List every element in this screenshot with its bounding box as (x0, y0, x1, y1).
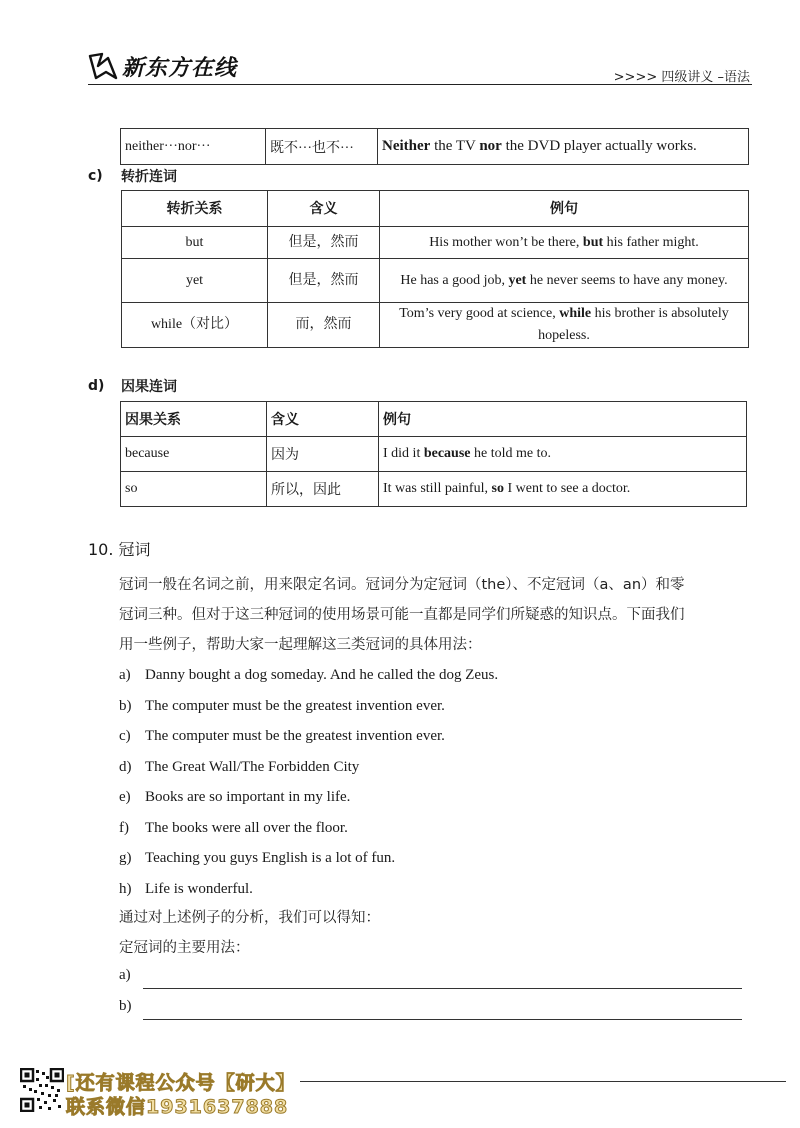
footer-promo-line1: [还有课程公众号【研大】 (66, 1072, 296, 1094)
usage-title: 定冠词的主要用法： (119, 940, 250, 956)
list-item (119, 752, 498, 783)
logo-text: 新东方在线 (122, 55, 238, 81)
bold-word: so (491, 481, 504, 496)
table-header-row (121, 402, 747, 437)
example-text: the TV (430, 138, 480, 154)
item-label: b) (119, 697, 132, 714)
meaning-cell: 但是，然而 (268, 259, 380, 303)
table-row (121, 129, 749, 165)
table-header-row (122, 191, 749, 227)
term-cell: yet (122, 259, 268, 303)
item-text: Danny bought a dog someday. And he called the dog Zeus. (145, 667, 499, 683)
list-item (119, 691, 498, 722)
item-label: e) (119, 789, 131, 805)
bold-word: because (423, 446, 471, 461)
example-cell (380, 259, 749, 303)
meaning-cell: 所以，因此 (267, 472, 379, 507)
list-item (119, 813, 498, 844)
example-text: His mother won’t be there, (429, 234, 583, 250)
item-text: The books were all over the floor. (145, 819, 348, 836)
term-cell: while（对比） (122, 303, 268, 348)
example-text: he never seems to have any money. (526, 272, 728, 288)
table-row (122, 303, 749, 348)
example-text: the DVD player actually works. (501, 138, 697, 154)
list-item (119, 843, 498, 874)
blank-label: a) (119, 967, 131, 983)
bold-word: but (582, 234, 604, 250)
blank-label: b) (119, 998, 132, 1014)
intro-line: 冠词一般在名词之前，用来限定名词。冠词分为定冠词（the）、不定冠词（a、an）和零 (119, 577, 685, 593)
intro-line: 冠词三种。但对于这三种冠词的使用场景可能一直都是同学们所疑惑的知识点。下面我们 (119, 607, 685, 623)
answer-blank-line[interactable] (143, 988, 742, 989)
section-d-label: d) (88, 378, 105, 394)
list-item (119, 721, 498, 752)
example-cell (380, 303, 749, 348)
term-cell: but (122, 227, 268, 259)
example-text: he told me to. (470, 446, 552, 461)
item-label: h) (119, 880, 132, 897)
table-row (122, 259, 749, 303)
bold-word: nor (479, 138, 502, 154)
header-divider (88, 84, 752, 85)
example-text: Tom’s very good at science, (399, 306, 560, 321)
intro-line: 用一些例子，帮助大家一起理解这三类冠词的具体用法： (119, 637, 482, 653)
item-label: f) (119, 819, 129, 836)
column-header: 转折关系 (122, 191, 268, 227)
item-label: c) (119, 728, 131, 744)
example-list (119, 660, 498, 904)
item-label: g) (119, 850, 132, 866)
table-row (121, 437, 747, 472)
column-header: 含义 (268, 191, 380, 227)
column-header: 例句 (380, 191, 749, 227)
causal-conjunction-table (120, 401, 747, 507)
item-text: The computer must be the greatest invention ever. (145, 697, 445, 714)
meaning-cell: 因为 (267, 437, 379, 472)
list-item (119, 660, 498, 691)
example-text: It was still painful, (383, 481, 492, 496)
term-cell: so (121, 472, 267, 507)
example-cell (378, 129, 749, 165)
item-label: d) (119, 758, 132, 775)
example-text: He has a good job, (400, 272, 509, 288)
example-text: I went to see a doctor. (503, 481, 631, 496)
qr-code-icon (20, 1068, 64, 1112)
table-row (122, 227, 749, 259)
example-text: his brother is absolutely hopeless. (538, 306, 729, 343)
column-header: 例句 (379, 402, 747, 437)
bold-word: Neither (382, 138, 431, 154)
term-cell: neither···nor··· (121, 129, 266, 165)
list-item (119, 782, 498, 813)
neither-nor-table (120, 128, 749, 165)
list-item (119, 874, 498, 905)
item-text: Teaching you guys English is a lot of fun. (145, 850, 396, 866)
table-row (121, 472, 747, 507)
item-text: Life is wonderful. (145, 880, 253, 897)
meaning-cell: 既不···也不··· (266, 129, 378, 165)
footer-divider (300, 1081, 786, 1082)
bold-word: while (559, 306, 592, 321)
column-header: 因果关系 (121, 402, 267, 437)
section-d-title: 因果连词 (121, 379, 177, 395)
meaning-cell: 而，然而 (268, 303, 380, 348)
meaning-cell: 但是，然而 (268, 227, 380, 259)
item-text: The Great Wall/The Forbidden City (145, 758, 360, 775)
term-cell: because (121, 437, 267, 472)
header-section-title: >>>> 四级讲义 –语法 (613, 70, 750, 85)
example-cell (379, 437, 747, 472)
section-10-title: 10. 冠词 (88, 540, 151, 559)
example-cell (380, 227, 749, 259)
example-cell (379, 472, 747, 507)
footer-promo-line2: 联系微信1931637888 (66, 1096, 289, 1118)
example-text: I did it (383, 446, 424, 461)
bold-word: yet (508, 272, 527, 288)
section-c-label: c) (88, 168, 103, 184)
conclusion-text: 通过对上述例子的分析，我们可以得知： (119, 910, 380, 926)
brand-logo (88, 48, 237, 84)
item-text: The computer must be the greatest invention ever. (145, 728, 445, 744)
column-header: 含义 (267, 402, 379, 437)
adversative-conjunction-table (121, 190, 749, 348)
item-label: a) (119, 667, 131, 683)
answer-blank-line[interactable] (143, 1019, 742, 1020)
logo-arrow-icon (88, 52, 118, 80)
section-c-title: 转折连词 (121, 169, 177, 185)
example-text: his father might. (603, 234, 699, 250)
intro-paragraph (119, 570, 685, 660)
item-text: Books are so important in my life. (145, 789, 351, 805)
